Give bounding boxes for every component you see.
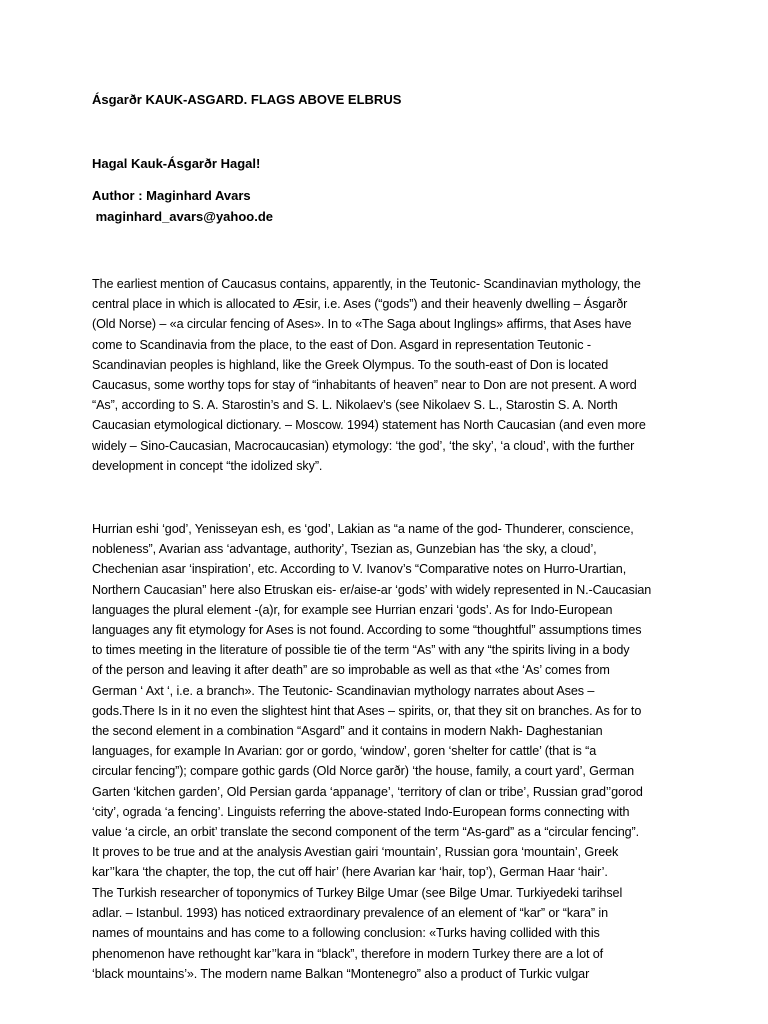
paragraph-line: names of mountains and has come to a following conclusion: «Turks having collided with this xyxy=(92,926,600,941)
paragraph-line: Hurrian eshi ‘god’, Yenisseyan esh, es ‘god’, Lakian as “a name of the god- Thunderer, conscience, xyxy=(92,522,634,536)
paragraph-line: adlar. – Istanbul. 1993) has noticed extraordinary prevalence of an element of “kar” or “kara” in xyxy=(92,906,609,921)
paragraph-line: gods.There Is in it no even the slightest hint that Ases – spirits, or, that they sit on branches. As for to xyxy=(92,703,642,718)
paragraph-line: kar’’kara ‘the chapter, the top, the cut off hair’ (here Avarian kar ‘hair, top’), German Haar ‘hair’. xyxy=(92,865,608,880)
paragraph-line: value ‘a circle, an orbit’ translate the second component of the term “As-gard” as a “circular fencing”. xyxy=(92,825,640,840)
paragraph xyxy=(92,883,682,984)
paragraph-line: ‘black mountains’». The modern name Balkan “Montenegro” also a product of Turkic vulgar xyxy=(92,966,590,981)
paragraph-line: Scandinavian peoples is highland, like the Greek Olympus. To the south-east of Don is located xyxy=(92,357,609,372)
paragraph-line: German ‘ Axt ‘, i.e. a branch». The Teutonic- Scandinavian mythology narrates about Ases – xyxy=(92,683,595,698)
paragraph-line: to times meeting in the literature of possible tie of the term “As” with any “the spirits living in a body xyxy=(92,643,630,658)
paragraph-line: come to Scandinavia from the place, to the east of Don. Asgard in representation Teutonic - xyxy=(92,337,591,352)
paragraph xyxy=(92,519,682,883)
paragraph-line: languages the plural element -(a)r, for example see Hurrian enzari ‘gods’. As for Indo-European xyxy=(92,602,613,617)
paragraph-line: languages, for example In Avarian: gor or gordo, ‘window’, goren ‘shelter for cattle’ (that is “a xyxy=(92,744,597,759)
paragraph-line: Caucasus, some worthy tops for stay of “inhabitants of heaven” near to Don are not present. A word xyxy=(92,378,637,393)
paragraph-line: widely – Sino-Caucasian, Macrocaucasian) etymology: ‘the god’, ‘the sky’, ‘a cloud’, with the further xyxy=(92,438,635,453)
paragraph-line: Northern Caucasian” here also Etruskan eis- er/aise-ar ‘gods’ with widely represented in N.-Caucasian xyxy=(92,582,652,597)
paragraph-line: the second element in a combination “Asgard” and it contains in modern Nakh- Daghestanian xyxy=(92,724,603,739)
paragraph xyxy=(92,274,682,476)
paragraph-line: “As”, according to S. A. Starostin’s and S. L. Nikolaev’s (see Nikolaev S. L., Starostin S. A. North xyxy=(92,398,618,413)
author-line: Author : Maginhard Avars xyxy=(92,188,251,203)
paragraph-line: central place in which is allocated to Æsir, i.e. Ases (“gods”) and their heavenly dwelling – Ásgarðr xyxy=(92,297,628,312)
paragraph-line: development in concept “the idolized sky”. xyxy=(92,458,323,473)
paragraph-line: The Turkish researcher of toponymics of Turkey Bilge Umar (see Bilge Umar. Turkiyedeki tarihsel xyxy=(92,886,623,900)
paragraph-line: phenomenon have rethought kar’’kara in “black”, therefore in modern Turkey there are a lot of xyxy=(92,946,604,961)
paragraph-line: languages any fit etymology for Ases is not found. According to some “thoughtful” assumptions times xyxy=(92,623,642,638)
paragraph-line: of the person and leaving it after death” are so improbable as well as that «the ‘As’ comes from xyxy=(92,663,610,678)
paragraph-line: The earliest mention of Caucasus contains, apparently, in the Teutonic- Scandinavian mythology, the xyxy=(92,277,641,291)
greeting: Hagal Kauk-Ásgarðr Hagal! xyxy=(92,156,261,171)
author-email: maginhard_avars@yahoo.de xyxy=(92,209,274,224)
paragraph-line: Caucasian etymological dictionary. – Moscow. 1994) statement has North Caucasian (and even more xyxy=(92,418,646,433)
paragraph-line: ‘city’, ograda ‘a fencing’. Linguists referring the above-stated Indo-European forms connecting with xyxy=(92,804,630,819)
document-title: Ásgarðr KAUK-ASGARD. FLAGS ABOVE ELBRUS xyxy=(92,92,402,107)
paragraph-line: (Old Norse) – «a circular fencing of Ases». In to «The Saga about Inglings» affirms, that Ases have xyxy=(92,317,632,332)
paragraph-line: nobleness”, Avarian ass ‘advantage, authority’, Tsezian as, Gunzebian has ‘the sky, a cloud’, xyxy=(92,542,597,557)
paragraph-line: circular fencing”); compare gothic gards (Old Norce garðr) ‘the house, family, a court yard’, German xyxy=(92,764,635,779)
paragraph-line: Chechenian asar ‘inspiration’, etc. According to V. Ivanov’s “Comparative notes on Hurro-Urartian, xyxy=(92,562,627,577)
paragraph-line: Garten ‘kitchen garden’, Old Persian garda ‘appanage’, ‘territory of clan or tribe’, Russian grad’’gorod xyxy=(92,784,643,799)
paragraph-line: It proves to be true and at the analysis Avestian gairi ‘mountain’, Russian gora ‘mountain’, Greek xyxy=(92,845,619,860)
